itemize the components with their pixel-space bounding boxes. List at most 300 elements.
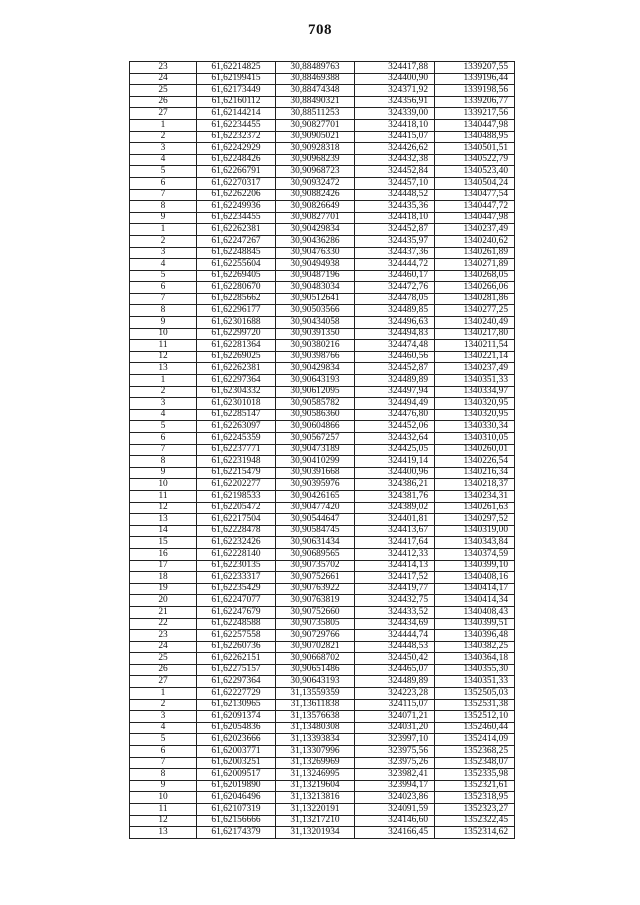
table-row bbox=[130, 618, 515, 630]
point-number-cell: 4 bbox=[130, 409, 197, 421]
point-number-cell: 15 bbox=[130, 537, 197, 549]
table-row bbox=[130, 815, 515, 827]
latitude-cell: 61,62242929 bbox=[197, 143, 276, 155]
y-coordinate-cell: 1352368,25 bbox=[435, 746, 515, 758]
point-number-cell: 11 bbox=[130, 804, 197, 816]
table-row bbox=[130, 421, 515, 433]
longitude-cell: 30,88511253 bbox=[276, 108, 355, 120]
point-number-cell: 2 bbox=[130, 699, 197, 711]
point-number-cell: 1 bbox=[130, 224, 197, 236]
table-row bbox=[130, 711, 515, 723]
y-coordinate-cell: 1340414,34 bbox=[435, 595, 515, 607]
x-coordinate-cell: 324381,76 bbox=[355, 490, 435, 502]
x-coordinate-cell: 324452,06 bbox=[355, 421, 435, 433]
latitude-cell: 61,62228478 bbox=[197, 525, 276, 537]
point-number-cell: 9 bbox=[130, 212, 197, 224]
table-row bbox=[130, 201, 515, 213]
table-row bbox=[130, 827, 515, 839]
longitude-cell: 30,90643193 bbox=[276, 676, 355, 688]
x-coordinate-cell: 324460,56 bbox=[355, 351, 435, 363]
point-number-cell: 26 bbox=[130, 96, 197, 108]
latitude-cell: 61,62262206 bbox=[197, 189, 276, 201]
x-coordinate-cell: 324071,21 bbox=[355, 711, 435, 723]
x-coordinate-cell: 324418,10 bbox=[355, 212, 435, 224]
longitude-cell: 30,90651486 bbox=[276, 664, 355, 676]
longitude-cell: 30,90968239 bbox=[276, 154, 355, 166]
latitude-cell: 61,62247267 bbox=[197, 235, 276, 247]
point-number-cell: 3 bbox=[130, 398, 197, 410]
longitude-cell: 30,90729766 bbox=[276, 630, 355, 642]
x-coordinate-cell: 324091,59 bbox=[355, 804, 435, 816]
longitude-cell: 30,88490321 bbox=[276, 96, 355, 108]
x-coordinate-cell: 324437,36 bbox=[355, 247, 435, 259]
latitude-cell: 61,62019890 bbox=[197, 780, 276, 792]
latitude-cell: 61,62202277 bbox=[197, 479, 276, 491]
latitude-cell: 61,62285147 bbox=[197, 409, 276, 421]
y-coordinate-cell: 1340218,37 bbox=[435, 479, 515, 491]
y-coordinate-cell: 1340271,89 bbox=[435, 259, 515, 271]
longitude-cell: 30,90380216 bbox=[276, 340, 355, 352]
y-coordinate-cell: 1340211,54 bbox=[435, 340, 515, 352]
longitude-cell: 30,90752660 bbox=[276, 606, 355, 618]
longitude-cell: 30,90752661 bbox=[276, 572, 355, 584]
y-coordinate-cell: 1340504,24 bbox=[435, 177, 515, 189]
x-coordinate-cell: 324371,92 bbox=[355, 85, 435, 97]
longitude-cell: 30,90585782 bbox=[276, 398, 355, 410]
longitude-cell: 30,90483034 bbox=[276, 282, 355, 294]
longitude-cell: 30,90882426 bbox=[276, 189, 355, 201]
table-row bbox=[130, 409, 515, 421]
table-row bbox=[130, 572, 515, 584]
point-number-cell: 10 bbox=[130, 792, 197, 804]
table-row bbox=[130, 490, 515, 502]
table-row bbox=[130, 722, 515, 734]
x-coordinate-cell: 324413,67 bbox=[355, 525, 435, 537]
x-coordinate-cell: 324489,85 bbox=[355, 305, 435, 317]
y-coordinate-cell: 1340216,34 bbox=[435, 467, 515, 479]
y-coordinate-cell: 1340221,14 bbox=[435, 351, 515, 363]
y-coordinate-cell: 1352323,27 bbox=[435, 804, 515, 816]
x-coordinate-cell: 324146,60 bbox=[355, 815, 435, 827]
x-coordinate-cell: 324418,10 bbox=[355, 119, 435, 131]
point-number-cell: 17 bbox=[130, 560, 197, 572]
y-coordinate-cell: 1340343,84 bbox=[435, 537, 515, 549]
point-number-cell: 3 bbox=[130, 143, 197, 155]
longitude-cell: 30,90827701 bbox=[276, 212, 355, 224]
x-coordinate-cell: 324425,05 bbox=[355, 444, 435, 456]
table-row bbox=[130, 560, 515, 572]
latitude-cell: 61,62156666 bbox=[197, 815, 276, 827]
y-coordinate-cell: 1340261,63 bbox=[435, 502, 515, 514]
point-number-cell: 7 bbox=[130, 757, 197, 769]
y-coordinate-cell: 1339207,55 bbox=[435, 62, 515, 74]
coordinates-table bbox=[129, 61, 515, 839]
x-coordinate-cell: 324450,42 bbox=[355, 653, 435, 665]
point-number-cell: 6 bbox=[130, 177, 197, 189]
y-coordinate-cell: 1340374,59 bbox=[435, 548, 515, 560]
y-coordinate-cell: 1340281,86 bbox=[435, 293, 515, 305]
table-row bbox=[130, 746, 515, 758]
latitude-cell: 61,62228140 bbox=[197, 548, 276, 560]
latitude-cell: 61,62269025 bbox=[197, 351, 276, 363]
table-row bbox=[130, 119, 515, 131]
latitude-cell: 61,62255604 bbox=[197, 259, 276, 271]
x-coordinate-cell: 324472,76 bbox=[355, 282, 435, 294]
x-coordinate-cell: 324460,17 bbox=[355, 270, 435, 282]
latitude-cell: 61,62009517 bbox=[197, 769, 276, 781]
x-coordinate-cell: 324400,96 bbox=[355, 467, 435, 479]
x-coordinate-cell: 324433,52 bbox=[355, 606, 435, 618]
y-coordinate-cell: 1340237,49 bbox=[435, 224, 515, 236]
longitude-cell: 30,90763819 bbox=[276, 595, 355, 607]
longitude-cell: 31,13220191 bbox=[276, 804, 355, 816]
longitude-cell: 30,90398766 bbox=[276, 351, 355, 363]
table-row bbox=[130, 62, 515, 74]
point-number-cell: 2 bbox=[130, 386, 197, 398]
longitude-cell: 30,88469388 bbox=[276, 73, 355, 85]
point-number-cell: 6 bbox=[130, 433, 197, 445]
y-coordinate-cell: 1352322,45 bbox=[435, 815, 515, 827]
x-coordinate-cell: 324115,07 bbox=[355, 699, 435, 711]
latitude-cell: 61,62230135 bbox=[197, 560, 276, 572]
y-coordinate-cell: 1340523,40 bbox=[435, 166, 515, 178]
y-coordinate-cell: 1340447,98 bbox=[435, 212, 515, 224]
longitude-cell: 30,90928318 bbox=[276, 143, 355, 155]
y-coordinate-cell: 1352348,07 bbox=[435, 757, 515, 769]
longitude-cell: 30,90827701 bbox=[276, 119, 355, 131]
table-row bbox=[130, 235, 515, 247]
latitude-cell: 61,62233317 bbox=[197, 572, 276, 584]
point-number-cell: 27 bbox=[130, 108, 197, 120]
longitude-cell: 30,90395976 bbox=[276, 479, 355, 491]
table-row bbox=[130, 630, 515, 642]
y-coordinate-cell: 1340240,49 bbox=[435, 317, 515, 329]
y-coordinate-cell: 1340355,30 bbox=[435, 664, 515, 676]
latitude-cell: 61,62144214 bbox=[197, 108, 276, 120]
x-coordinate-cell: 324476,80 bbox=[355, 409, 435, 421]
point-number-cell: 10 bbox=[130, 479, 197, 491]
latitude-cell: 61,62130965 bbox=[197, 699, 276, 711]
longitude-cell: 30,90567257 bbox=[276, 433, 355, 445]
point-number-cell: 2 bbox=[130, 131, 197, 143]
x-coordinate-cell: 324496,63 bbox=[355, 317, 435, 329]
point-number-cell: 20 bbox=[130, 595, 197, 607]
latitude-cell: 61,62297364 bbox=[197, 375, 276, 387]
longitude-cell: 30,90434058 bbox=[276, 317, 355, 329]
longitude-cell: 30,88489763 bbox=[276, 62, 355, 74]
x-coordinate-cell: 323975,26 bbox=[355, 757, 435, 769]
y-coordinate-cell: 1339217,56 bbox=[435, 108, 515, 120]
latitude-cell: 61,62269405 bbox=[197, 270, 276, 282]
longitude-cell: 30,90668702 bbox=[276, 653, 355, 665]
longitude-cell: 30,90763922 bbox=[276, 583, 355, 595]
y-coordinate-cell: 1340351,33 bbox=[435, 375, 515, 387]
latitude-cell: 61,62275157 bbox=[197, 664, 276, 676]
y-coordinate-cell: 1340399,51 bbox=[435, 618, 515, 630]
table-row bbox=[130, 467, 515, 479]
x-coordinate-cell: 324339,00 bbox=[355, 108, 435, 120]
table-row bbox=[130, 247, 515, 259]
x-coordinate-cell: 324444,74 bbox=[355, 630, 435, 642]
latitude-cell: 61,62217504 bbox=[197, 514, 276, 526]
table-row bbox=[130, 177, 515, 189]
point-number-cell: 5 bbox=[130, 421, 197, 433]
table-row bbox=[130, 282, 515, 294]
point-number-cell: 10 bbox=[130, 328, 197, 340]
longitude-cell: 31,13611838 bbox=[276, 699, 355, 711]
longitude-cell: 31,13201934 bbox=[276, 827, 355, 839]
y-coordinate-cell: 1340399,10 bbox=[435, 560, 515, 572]
latitude-cell: 61,62257558 bbox=[197, 630, 276, 642]
longitude-cell: 30,90426165 bbox=[276, 490, 355, 502]
x-coordinate-cell: 324489,89 bbox=[355, 375, 435, 387]
latitude-cell: 61,62281364 bbox=[197, 340, 276, 352]
point-number-cell: 3 bbox=[130, 711, 197, 723]
x-coordinate-cell: 324497,94 bbox=[355, 386, 435, 398]
x-coordinate-cell: 324386,21 bbox=[355, 479, 435, 491]
latitude-cell: 61,62214825 bbox=[197, 62, 276, 74]
table-row bbox=[130, 293, 515, 305]
point-number-cell: 4 bbox=[130, 154, 197, 166]
x-coordinate-cell: 324400,90 bbox=[355, 73, 435, 85]
longitude-cell: 30,90968723 bbox=[276, 166, 355, 178]
x-coordinate-cell: 324435,97 bbox=[355, 235, 435, 247]
point-number-cell: 23 bbox=[130, 62, 197, 74]
longitude-cell: 30,90643193 bbox=[276, 375, 355, 387]
table-row bbox=[130, 653, 515, 665]
table-row bbox=[130, 224, 515, 236]
longitude-cell: 30,90487196 bbox=[276, 270, 355, 282]
y-coordinate-cell: 1340382,25 bbox=[435, 641, 515, 653]
longitude-cell: 31,13213816 bbox=[276, 792, 355, 804]
y-coordinate-cell: 1340310,05 bbox=[435, 433, 515, 445]
point-number-cell: 18 bbox=[130, 572, 197, 584]
latitude-cell: 61,62231948 bbox=[197, 456, 276, 468]
longitude-cell: 30,90512641 bbox=[276, 293, 355, 305]
table-row bbox=[130, 548, 515, 560]
point-number-cell: 8 bbox=[130, 305, 197, 317]
x-coordinate-cell: 324432,75 bbox=[355, 595, 435, 607]
x-coordinate-cell: 324444,72 bbox=[355, 259, 435, 271]
y-coordinate-cell: 1340447,98 bbox=[435, 119, 515, 131]
longitude-cell: 30,90735702 bbox=[276, 560, 355, 572]
longitude-cell: 30,90689565 bbox=[276, 548, 355, 560]
point-number-cell: 5 bbox=[130, 166, 197, 178]
y-coordinate-cell: 1340501,51 bbox=[435, 143, 515, 155]
table-row bbox=[130, 212, 515, 224]
x-coordinate-cell: 324465,07 bbox=[355, 664, 435, 676]
y-coordinate-cell: 1340261,89 bbox=[435, 247, 515, 259]
latitude-cell: 61,62160112 bbox=[197, 96, 276, 108]
point-number-cell: 23 bbox=[130, 630, 197, 642]
table-row bbox=[130, 525, 515, 537]
table-row bbox=[130, 398, 515, 410]
table-row bbox=[130, 189, 515, 201]
latitude-cell: 61,62232426 bbox=[197, 537, 276, 549]
table-row bbox=[130, 757, 515, 769]
point-number-cell: 9 bbox=[130, 467, 197, 479]
x-coordinate-cell: 324432,38 bbox=[355, 154, 435, 166]
latitude-cell: 61,62301688 bbox=[197, 317, 276, 329]
latitude-cell: 61,62263097 bbox=[197, 421, 276, 433]
y-coordinate-cell: 1340364,18 bbox=[435, 653, 515, 665]
latitude-cell: 61,62198533 bbox=[197, 490, 276, 502]
point-number-cell: 11 bbox=[130, 490, 197, 502]
y-coordinate-cell: 1340414,17 bbox=[435, 583, 515, 595]
x-coordinate-cell: 324432,64 bbox=[355, 433, 435, 445]
table-row bbox=[130, 166, 515, 178]
y-coordinate-cell: 1340226,54 bbox=[435, 456, 515, 468]
x-coordinate-cell: 323997,10 bbox=[355, 734, 435, 746]
latitude-cell: 61,62174379 bbox=[197, 827, 276, 839]
latitude-cell: 61,62260736 bbox=[197, 641, 276, 653]
table-row bbox=[130, 641, 515, 653]
longitude-cell: 30,90473189 bbox=[276, 444, 355, 456]
longitude-cell: 30,90826649 bbox=[276, 201, 355, 213]
table-row bbox=[130, 73, 515, 85]
latitude-cell: 61,62297364 bbox=[197, 676, 276, 688]
table-row bbox=[130, 386, 515, 398]
latitude-cell: 61,62285662 bbox=[197, 293, 276, 305]
longitude-cell: 30,88474348 bbox=[276, 85, 355, 97]
table-row bbox=[130, 351, 515, 363]
y-coordinate-cell: 1352414,09 bbox=[435, 734, 515, 746]
latitude-cell: 61,62003251 bbox=[197, 757, 276, 769]
longitude-cell: 30,90604866 bbox=[276, 421, 355, 433]
point-number-cell: 24 bbox=[130, 73, 197, 85]
latitude-cell: 61,62237771 bbox=[197, 444, 276, 456]
latitude-cell: 61,62235429 bbox=[197, 583, 276, 595]
y-coordinate-cell: 1340330,34 bbox=[435, 421, 515, 433]
y-coordinate-cell: 1340320,95 bbox=[435, 409, 515, 421]
point-number-cell: 11 bbox=[130, 340, 197, 352]
y-coordinate-cell: 1340396,48 bbox=[435, 630, 515, 642]
table-row bbox=[130, 769, 515, 781]
longitude-cell: 31,13480308 bbox=[276, 722, 355, 734]
longitude-cell: 30,90503566 bbox=[276, 305, 355, 317]
latitude-cell: 61,62215479 bbox=[197, 467, 276, 479]
y-coordinate-cell: 1352321,61 bbox=[435, 780, 515, 792]
point-number-cell: 5 bbox=[130, 270, 197, 282]
table-row bbox=[130, 85, 515, 97]
latitude-cell: 61,62262381 bbox=[197, 224, 276, 236]
point-number-cell: 16 bbox=[130, 548, 197, 560]
x-coordinate-cell: 324415,07 bbox=[355, 131, 435, 143]
longitude-cell: 30,90391350 bbox=[276, 328, 355, 340]
x-coordinate-cell: 324494,49 bbox=[355, 398, 435, 410]
latitude-cell: 61,62248426 bbox=[197, 154, 276, 166]
point-number-cell: 9 bbox=[130, 317, 197, 329]
latitude-cell: 61,62270317 bbox=[197, 177, 276, 189]
table-row bbox=[130, 270, 515, 282]
x-coordinate-cell: 324452,84 bbox=[355, 166, 435, 178]
point-number-cell: 8 bbox=[130, 456, 197, 468]
y-coordinate-cell: 1340217,80 bbox=[435, 328, 515, 340]
x-coordinate-cell: 324417,64 bbox=[355, 537, 435, 549]
y-coordinate-cell: 1352460,44 bbox=[435, 722, 515, 734]
latitude-cell: 61,62301018 bbox=[197, 398, 276, 410]
y-coordinate-cell: 1340320,95 bbox=[435, 398, 515, 410]
y-coordinate-cell: 1340240,62 bbox=[435, 235, 515, 247]
point-number-cell: 8 bbox=[130, 769, 197, 781]
latitude-cell: 61,62003771 bbox=[197, 746, 276, 758]
y-coordinate-cell: 1340477,54 bbox=[435, 189, 515, 201]
table-row bbox=[130, 514, 515, 526]
latitude-cell: 61,62262381 bbox=[197, 363, 276, 375]
latitude-cell: 61,62227729 bbox=[197, 688, 276, 700]
table-row bbox=[130, 676, 515, 688]
x-coordinate-cell: 323994,17 bbox=[355, 780, 435, 792]
point-number-cell: 4 bbox=[130, 259, 197, 271]
latitude-cell: 61,62247077 bbox=[197, 595, 276, 607]
table-row bbox=[130, 699, 515, 711]
y-coordinate-cell: 1340408,43 bbox=[435, 606, 515, 618]
longitude-cell: 30,90612095 bbox=[276, 386, 355, 398]
longitude-cell: 30,90544647 bbox=[276, 514, 355, 526]
table-row bbox=[130, 375, 515, 387]
y-coordinate-cell: 1339196,44 bbox=[435, 73, 515, 85]
latitude-cell: 61,62266791 bbox=[197, 166, 276, 178]
longitude-cell: 30,90932472 bbox=[276, 177, 355, 189]
point-number-cell: 13 bbox=[130, 363, 197, 375]
x-coordinate-cell: 324426,62 bbox=[355, 143, 435, 155]
y-coordinate-cell: 1339198,56 bbox=[435, 85, 515, 97]
x-coordinate-cell: 324419,14 bbox=[355, 456, 435, 468]
table-row bbox=[130, 259, 515, 271]
longitude-cell: 30,90391668 bbox=[276, 467, 355, 479]
latitude-cell: 61,62248588 bbox=[197, 618, 276, 630]
point-number-cell: 13 bbox=[130, 827, 197, 839]
x-coordinate-cell: 324414,13 bbox=[355, 560, 435, 572]
table-row bbox=[130, 154, 515, 166]
longitude-cell: 30,90905021 bbox=[276, 131, 355, 143]
latitude-cell: 61,62023666 bbox=[197, 734, 276, 746]
y-coordinate-cell: 1340488,95 bbox=[435, 131, 515, 143]
table-row bbox=[130, 502, 515, 514]
x-coordinate-cell: 324448,53 bbox=[355, 641, 435, 653]
point-number-cell: 25 bbox=[130, 85, 197, 97]
table-row bbox=[130, 317, 515, 329]
longitude-cell: 30,90436286 bbox=[276, 235, 355, 247]
longitude-cell: 30,90631434 bbox=[276, 537, 355, 549]
longitude-cell: 31,13393834 bbox=[276, 734, 355, 746]
latitude-cell: 61,62234455 bbox=[197, 119, 276, 131]
point-number-cell: 9 bbox=[130, 780, 197, 792]
latitude-cell: 61,62299720 bbox=[197, 328, 276, 340]
table-row bbox=[130, 363, 515, 375]
point-number-cell: 6 bbox=[130, 282, 197, 294]
table-row bbox=[130, 688, 515, 700]
latitude-cell: 61,62205472 bbox=[197, 502, 276, 514]
point-number-cell: 7 bbox=[130, 293, 197, 305]
point-number-cell: 24 bbox=[130, 641, 197, 653]
x-coordinate-cell: 324023,86 bbox=[355, 792, 435, 804]
longitude-cell: 31,13217210 bbox=[276, 815, 355, 827]
x-coordinate-cell: 324457,10 bbox=[355, 177, 435, 189]
y-coordinate-cell: 1340297,52 bbox=[435, 514, 515, 526]
table-row bbox=[130, 595, 515, 607]
point-number-cell: 7 bbox=[130, 189, 197, 201]
point-number-cell: 22 bbox=[130, 618, 197, 630]
longitude-cell: 31,13576638 bbox=[276, 711, 355, 723]
point-number-cell: 19 bbox=[130, 583, 197, 595]
latitude-cell: 61,62247679 bbox=[197, 606, 276, 618]
x-coordinate-cell: 323975,56 bbox=[355, 746, 435, 758]
point-number-cell: 26 bbox=[130, 664, 197, 676]
x-coordinate-cell: 324474,48 bbox=[355, 340, 435, 352]
y-coordinate-cell: 1340260,01 bbox=[435, 444, 515, 456]
longitude-cell: 31,13269969 bbox=[276, 757, 355, 769]
